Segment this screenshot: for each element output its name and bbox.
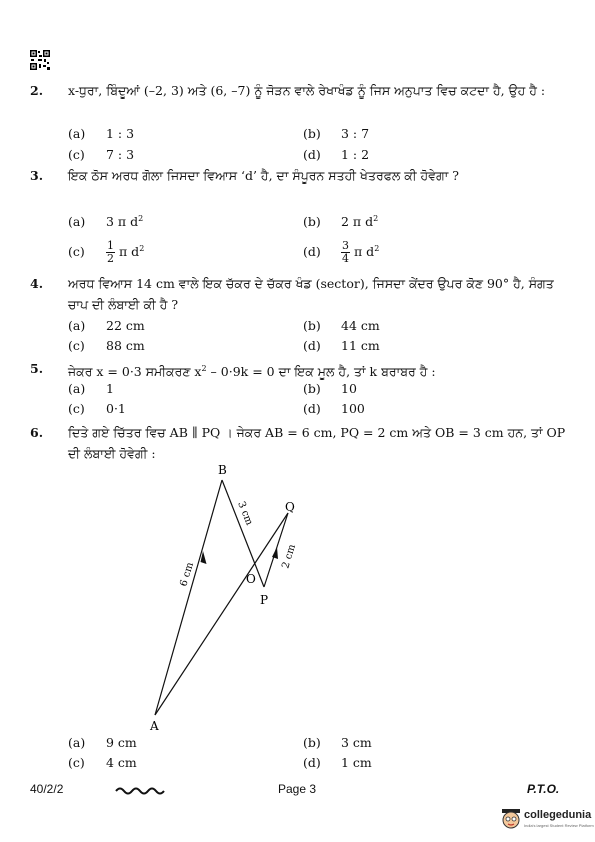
wave-divider-icon — [115, 785, 170, 795]
segment-bp — [222, 480, 264, 587]
question-text: ਇਕ ਠੋਸ ਅਰਧ ਗੋਲਾ ਜਿਸਦਾ ਵਿਆਸ ‘d’ ਹੈ, ਦਾ ਸੰਪੂਰਨ ਸਤਹੀ ਖੇਤਰਫਲ ਕੀ ਹੋਵੇਗਾ ? — [68, 168, 460, 183]
logo-tagline: India's largest Student Review Platform — [524, 823, 594, 828]
question-3 — [30, 165, 570, 215]
point-q-label: Q — [285, 500, 295, 514]
question-number: 3. — [30, 168, 44, 183]
point-a-label: A — [150, 719, 159, 733]
segment-pq-length: 2 cm — [280, 543, 299, 570]
question-text: ਅਰਧ ਵਿਆਸ 14 cm ਵਾਲੇ ਇਕ ਚੱਕਰ ਦੇ ਚੱਕਰ ਖੰਡ (sector), ਜਿਸਦਾ ਕੇਂਦਰ ਉਪਰ ਕੋਣ 90° ਹੈ, ਸੰਗਤ ਚਾਪ ਦੀ ਲੰਬਾਈ ਕੀ ਹੈ ? — [68, 276, 554, 312]
geometry-figure — [140, 455, 310, 735]
question-text: x-ਧੁਰਾ, ਬਿੰਦੂਆਂ (–2, 3) ਅਤੇ (6, –7) ਨੂੰ ਜੋੜਨ ਵਾਲੇ ਰੇਖਾਖੰਡ ਨੂੰ ਜਿਸ ਅਨੁਪਾਤ ਵਿਚ ਕਟਦਾ ਹੈ, ਉਹ ਹੈ : — [68, 83, 546, 98]
question-5 — [30, 358, 570, 380]
question-number: 6. — [30, 425, 44, 440]
mascot-icon — [500, 807, 522, 831]
segment-ab — [155, 480, 222, 715]
segment-aq — [155, 513, 288, 715]
question-4 — [30, 273, 570, 317]
pto-label: P.T.O. — [527, 782, 560, 796]
exam-page: 2. x-ਧੁਰਾ, ਬਿੰਦੂਆਂ (–2, 3) ਅਤੇ (6, –7) ਨੂੰ ਜੋੜਨ ਵਾਲੇ ਰੇਖਾਖੰਡ ਨੂੰ ਜਿਸ ਅਨੁਪਾਤ ਵਿਚ ਕਟਦਾ ਹੈ, ਉਹ ਹੈ : (a) 1 : 3 (b) 3 : 7 (c) 7 : 3 (d) 1 : 2 3. ਇਕ ਠੋਸ ਅਰਧ ਗੋਲਾ ਜਿਸਦਾ ਵਿਆਸ ‘d’ ਹੈ, ਦਾ ਸੰਪੂਰਨ ਸਤਹੀ ਖੇਤਰਫਲ ਕੀ ਹੋਵੇਗਾ ? (a) 3 π $d^2$ (b) 2 π $d^2$ (c) $\frac{1}{2}$ π $d^2$ (d) $\frac{3}{4}$ π $d^2$ 4. ਅਰਧ ਵਿਆਸ 14 cm ਵਾਲੇ ਇਕ ਚੱਕਰ ਦੇ ਚੱਕਰ ਖੰਡ (sector), ਜਿਸਦਾ ਕੇਂਦਰ ਉਪਰ ਕੋਣ 90° ਹੈ, ਸੰਗਤ ਚਾਪ ਦੀ ਲੰਬਾਈ ਕੀ ਹੈ ? (a) 22 cm (b) 44 cm (c) 88 cm (d) 11 cm 5. ਜੇਕਰ x = 0·3 ਸਮੀਕਰਣ $x^2 - 0\cdot 9k = 0$ ਦਾ ਇਕ ਮੂਲ ਹੈ, ਤਾਂ k ਬਰਾਬਰ ਹੈ : (a) 1 (b) 10 (c) 0·1 (d) 100 6. ਦਿਤੇ ਗਏ ਚਿੱਤਰ ਵਿਚ AB ∥ PQ । ਜੇਕਰ AB = 6 cm, PQ = 2 cm ਅਤੇ OB = 3 cm ਹਨ, ਤਾਂ OP ਦੀ ਲੰਬਾਈ ਹੋਵੇਗੀ : B A Q P O 6 cm 3 cm 2 cm (a) 9 cm (b) 3 cm (c) 4 cm (d) 1 cm 40/2/2 Page 3 P.T.O. collegedunia India's largest Student Review Platform — [0, 0, 595, 842]
arrow-pq-icon — [272, 547, 278, 559]
logo-name: collegedunia — [524, 809, 592, 821]
collegedunia-logo — [500, 805, 595, 835]
point-p-label: P — [260, 593, 269, 607]
point-b-label: B — [218, 463, 227, 477]
question-text: ਦਿਤੇ ਗਏ ਚਿੱਤਰ ਵਿਚ AB ∥ PQ । ਜੇਕਰ AB = 6 cm, PQ = 2 cm ਅਤੇ OB = 3 cm ਹਨ, ਤਾਂ OP ਦੀ ਲੰਬਾਈ ਹੋਵੇਗੀ : — [68, 425, 566, 461]
question-text: ਜੇਕਰ x = 0·3 ਸਮੀਕਰਣ $x^2 - 0\cdot 9k = 0$ ਦਾ ਇਕ ਮੂਲ ਹੈ, ਤਾਂ k ਬਰਾਬਰ ਹੈ : — [68, 364, 436, 379]
question-number: 5. — [30, 361, 44, 376]
page-number: Page 3 — [278, 782, 317, 796]
segment-ob-length: 3 cm — [235, 500, 255, 527]
point-o-label: O — [246, 572, 256, 586]
qr-code-icon — [30, 50, 50, 70]
question-number: 4. — [30, 276, 44, 291]
paper-code: 40/2/2 — [30, 782, 64, 796]
question-number: 2. — [30, 83, 44, 98]
segment-ab-length: 6 cm — [178, 561, 197, 588]
